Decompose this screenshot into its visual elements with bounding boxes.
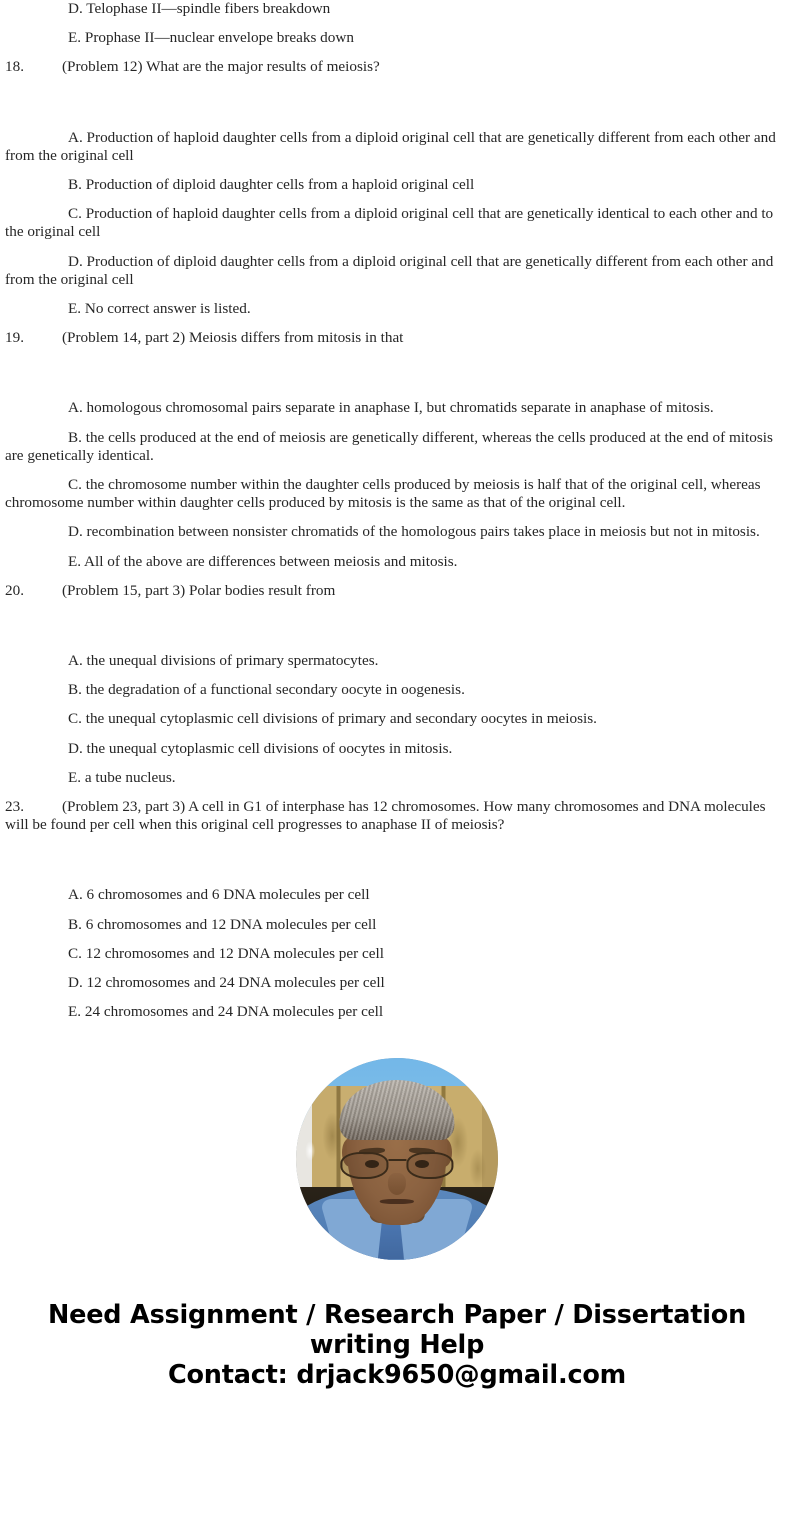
question-prompt: (Problem 23, part 3) A cell in G1 of interphase has 12 chromosomes. How many chromosomes and DNA molecules will be found per cell when this original cell progresses to anaphase II of meiosis? <box>5 798 766 834</box>
choice-item: E. a tube nucleus. <box>68 768 176 786</box>
spacer <box>5 834 788 886</box>
spacer <box>5 165 788 176</box>
spacer <box>5 729 788 740</box>
choice-item: A. homologous chromosomal pairs separate in anaphase I, but chromatids separate in anaphase of mitosis. <box>68 399 714 417</box>
choice-item: C. the unequal cytoplasmic cell divisions of primary and secondary oocytes in meiosis. <box>68 710 597 728</box>
choice-item: D. the unequal cytoplasmic cell divisions of oocytes in mitosis. <box>68 739 453 757</box>
choice-item: E. No correct answer is listed. <box>68 300 251 318</box>
spacer <box>5 992 788 1003</box>
choice-item: A. 6 chromosomes and 6 DNA molecules per cell <box>68 886 370 904</box>
promo-headline-line-2: writing Help <box>309 1329 485 1360</box>
choice-item: E. Prophase II—nuclear envelope breaks down <box>68 29 354 47</box>
spacer <box>5 670 788 681</box>
spacer <box>5 347 788 399</box>
question-number: 23. <box>5 798 24 816</box>
spacer <box>5 47 788 58</box>
choice-item: C. 12 chromosomes and 12 DNA molecules per cell <box>68 944 384 962</box>
choice-item: D. 12 chromosomes and 24 DNA molecules per cell <box>68 974 385 992</box>
choice-item: A. Production of haploid daughter cells from a diploid original cell that are genetically different from each other and from the original cell <box>5 128 776 164</box>
choice-item: E. All of the above are differences between meiosis and mitosis. <box>68 552 458 570</box>
question-prompt: (Problem 12) What are the major results of meiosis? <box>62 58 380 76</box>
choice-item: D. Telophase II—spindle fibers breakdown <box>68 0 331 17</box>
spacer <box>5 963 788 974</box>
choice-item: C. Production of haploid daughter cells from a diploid original cell that are genetically identical to each other and to the original cell <box>5 205 774 241</box>
question-prompt: (Problem 14, part 2) Meiosis differs from mitosis in that <box>62 329 404 347</box>
choice-item: D. recombination between nonsister chromatids of the homologous pairs takes place in meiosis but not in mitosis. <box>68 523 760 541</box>
choice-item: B. the cells produced at the end of meiosis are genetically different, whereas the cells produced at the end of mitosis are genetically identical. <box>5 428 773 464</box>
spacer <box>5 318 788 329</box>
choice-item: C. the chromosome number within the daughter cells produced by meiosis is half that of the original cell, whereas chromosome number within daughter cells produced by mitosis is the same as that of the original cell. <box>5 476 761 512</box>
photo-lens-right <box>406 1152 454 1178</box>
spacer <box>5 77 788 129</box>
choice-item: B. Production of diploid daughter cells from a haploid original cell <box>68 176 475 194</box>
question-prompt: (Problem 15, part 3) Polar bodies result from <box>62 581 336 599</box>
spacer <box>5 758 788 769</box>
spacer <box>5 787 788 798</box>
choice-item: B. the degradation of a functional secondary oocyte in oogenesis. <box>68 681 465 699</box>
spacer <box>5 194 788 205</box>
spacer <box>5 418 788 429</box>
question-row-20 <box>5 582 788 600</box>
spacer <box>5 289 788 300</box>
choice-item: B. 6 chromosomes and 12 DNA molecules per cell <box>68 915 377 933</box>
spacer <box>5 18 788 29</box>
question-number: 20. <box>5 581 24 599</box>
choice-item: A. the unequal divisions of primary spermatocytes. <box>68 652 379 670</box>
spacer <box>5 600 788 652</box>
choice-item: E. 24 chromosomes and 24 DNA molecules per cell <box>68 1003 384 1021</box>
question-number: 18. <box>5 58 24 76</box>
spacer <box>5 699 788 710</box>
spacer <box>5 934 788 945</box>
question-row-18 <box>5 58 788 76</box>
photo-lens-left <box>340 1152 388 1178</box>
spacer <box>5 465 788 476</box>
portrait-container <box>0 1058 794 1260</box>
spacer <box>5 571 788 582</box>
question-row-23 <box>5 798 788 834</box>
photo-glasses-bridge <box>388 1159 406 1161</box>
question-number: 19. <box>5 329 24 347</box>
spacer <box>5 242 788 253</box>
tutor-portrait-photo <box>296 1058 498 1260</box>
promo-block <box>0 1300 794 1390</box>
spacer <box>5 512 788 523</box>
choice-item: D. Production of diploid daughter cells from a diploid original cell that are genetically different from each other and from the original cell <box>5 252 774 288</box>
spacer <box>5 905 788 916</box>
promo-headline-line-1: Need Assignment / Research Paper / Dissertation <box>47 1299 747 1330</box>
spacer <box>5 542 788 553</box>
question-row-19 <box>5 329 788 347</box>
photo-mouth <box>380 1199 414 1204</box>
promo-contact-line[interactable]: Contact: drjack9650@gmail.com <box>167 1359 627 1390</box>
